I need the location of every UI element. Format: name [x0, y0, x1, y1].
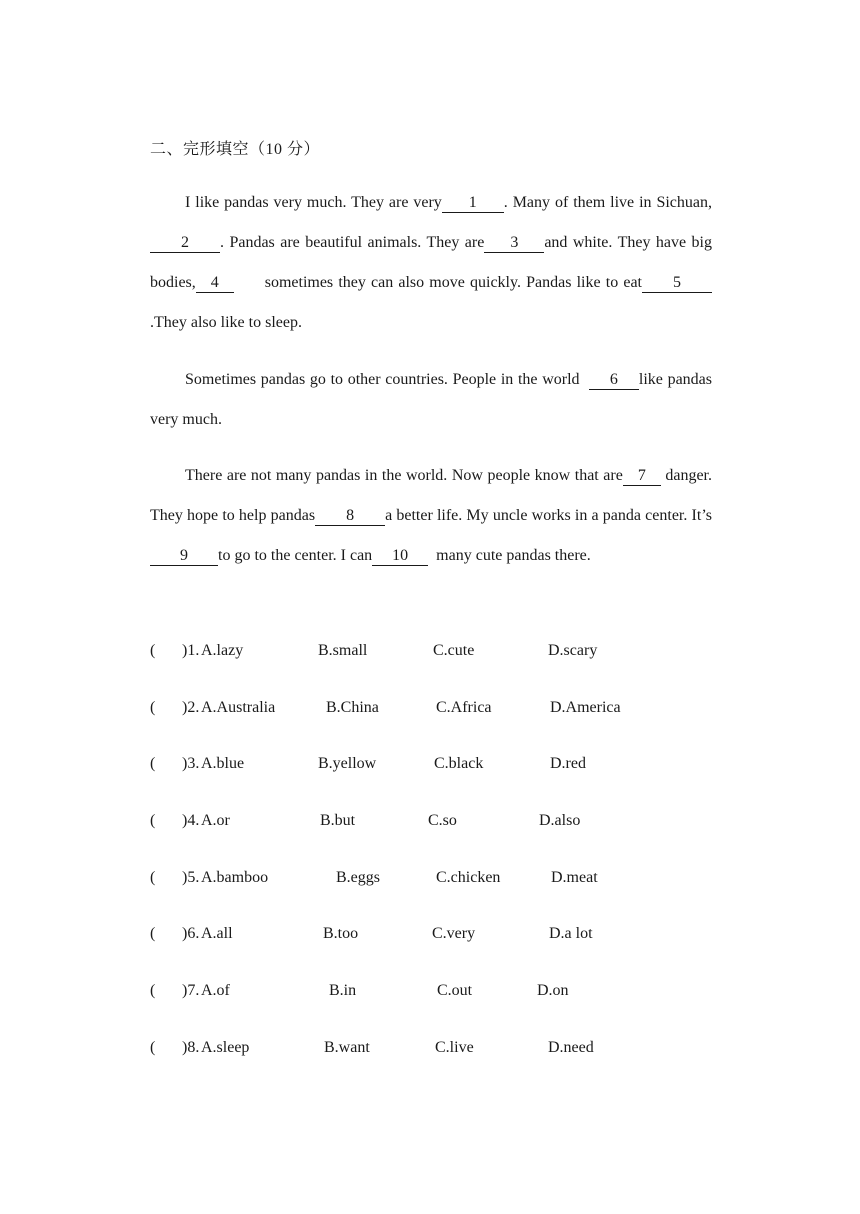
answer-blank[interactable]: 2 [150, 234, 220, 253]
answer-paren[interactable]: ( [150, 642, 156, 659]
question-row [150, 699, 750, 756]
option-d[interactable]: D.red [550, 755, 586, 773]
answer-paren[interactable]: ( [150, 982, 156, 1000]
passage-text: I like pandas very much. They are very [185, 194, 442, 211]
answer-blank[interactable]: 7 [623, 467, 661, 486]
question-row [150, 812, 750, 869]
answer-blank[interactable]: 8 [315, 507, 385, 526]
option-b[interactable]: B.want [324, 1038, 370, 1056]
option-c[interactable]: C.out [437, 982, 473, 1000]
passage-text: Sometimes pandas go to other countries. People in the world [185, 371, 589, 388]
option-a[interactable]: A.or [201, 812, 230, 830]
answer-paren[interactable]: ( [150, 1038, 156, 1056]
paragraph-2 [150, 360, 712, 440]
question-row [150, 925, 750, 982]
option-a[interactable]: A.lazy [201, 642, 244, 659]
passage-text: many cute pandas there. [428, 547, 591, 564]
option-c[interactable]: C.very [432, 925, 476, 943]
option-b[interactable]: B.eggs [336, 868, 380, 886]
answer-blank[interactable]: 9 [150, 547, 218, 566]
question-row [150, 869, 750, 926]
question-list [150, 642, 750, 1096]
answer-blank[interactable]: 4 [196, 274, 234, 293]
answer-paren[interactable]: ( [150, 812, 156, 830]
paragraph-3 [150, 456, 712, 576]
question-number: )5. [182, 868, 200, 886]
passage-text: danger. They hope to help pandas [150, 467, 712, 524]
answer-paren[interactable]: ( [150, 755, 156, 773]
option-b[interactable]: B.but [320, 812, 356, 830]
option-d[interactable]: D.need [548, 1038, 594, 1056]
option-b[interactable]: B.yellow [318, 755, 377, 773]
passage-text: .They also like to sleep. [150, 314, 302, 331]
answer-paren[interactable]: ( [150, 698, 156, 716]
option-b[interactable]: B.China [326, 698, 379, 716]
option-c[interactable]: C.cute [433, 642, 475, 659]
answer-blank[interactable]: 3 [484, 234, 544, 253]
option-b[interactable]: B.in [329, 982, 357, 1000]
option-a[interactable]: A.blue [201, 755, 245, 773]
question-number: )6. [182, 925, 200, 943]
question-row [150, 755, 750, 812]
option-c[interactable]: C.so [428, 812, 457, 830]
question-number: )1. [182, 642, 200, 659]
passage-text: sometimes they can also move quickly. Pandas like to eat [233, 274, 642, 291]
question-number: )7. [182, 982, 200, 1000]
option-d[interactable]: D.on [537, 982, 569, 1000]
option-a[interactable]: A.of [201, 982, 230, 1000]
answer-blank[interactable]: 1 [442, 194, 504, 213]
option-a[interactable]: A.bamboo [201, 868, 269, 886]
answer-blank[interactable]: 10 [372, 547, 428, 566]
option-d[interactable]: D.scary [548, 642, 598, 659]
paragraph-1 [150, 183, 712, 343]
answer-blank[interactable]: 6 [589, 371, 639, 390]
passage-text: . Pandas are beautiful animals. They are [220, 234, 485, 251]
option-d[interactable]: D.meat [551, 868, 598, 886]
question-number: )8. [182, 1038, 200, 1056]
answer-paren[interactable]: ( [150, 925, 156, 943]
answer-blank[interactable]: 5 [642, 274, 712, 293]
passage-text: to go to the center. I can [218, 547, 373, 564]
answer-paren[interactable]: ( [150, 868, 156, 886]
passage-text: and white. They have big bodies, [150, 234, 712, 291]
passage-text: . Many of them live in Sichuan, [503, 194, 712, 211]
question-number: )4. [182, 812, 200, 830]
option-b[interactable]: B.too [323, 925, 359, 943]
passage-text: like pandas very much. [150, 371, 713, 428]
option-a[interactable]: A.Australia [201, 698, 276, 716]
option-c[interactable]: C.black [434, 755, 484, 773]
question-row [150, 1039, 750, 1096]
option-a[interactable]: A.all [201, 925, 233, 943]
option-c[interactable]: C.chicken [436, 868, 501, 886]
question-row [150, 982, 750, 1039]
section-title: 二、完形填空（10 分） [150, 141, 321, 158]
passage-text: a better life. My uncle works in a panda center. It’s [385, 507, 712, 524]
option-d[interactable]: D.also [539, 812, 581, 830]
question-number: )3. [182, 755, 200, 773]
passage-text: There are not many pandas in the world. Now people know that are [185, 467, 623, 484]
question-row [150, 642, 750, 699]
option-c[interactable]: C.live [435, 1038, 474, 1056]
option-d[interactable]: D.America [550, 698, 621, 716]
option-b[interactable]: B.small [318, 642, 368, 659]
option-d[interactable]: D.a lot [549, 925, 593, 943]
option-c[interactable]: C.Africa [436, 698, 492, 716]
question-number: )2. [182, 698, 200, 716]
option-a[interactable]: A.sleep [201, 1038, 250, 1056]
